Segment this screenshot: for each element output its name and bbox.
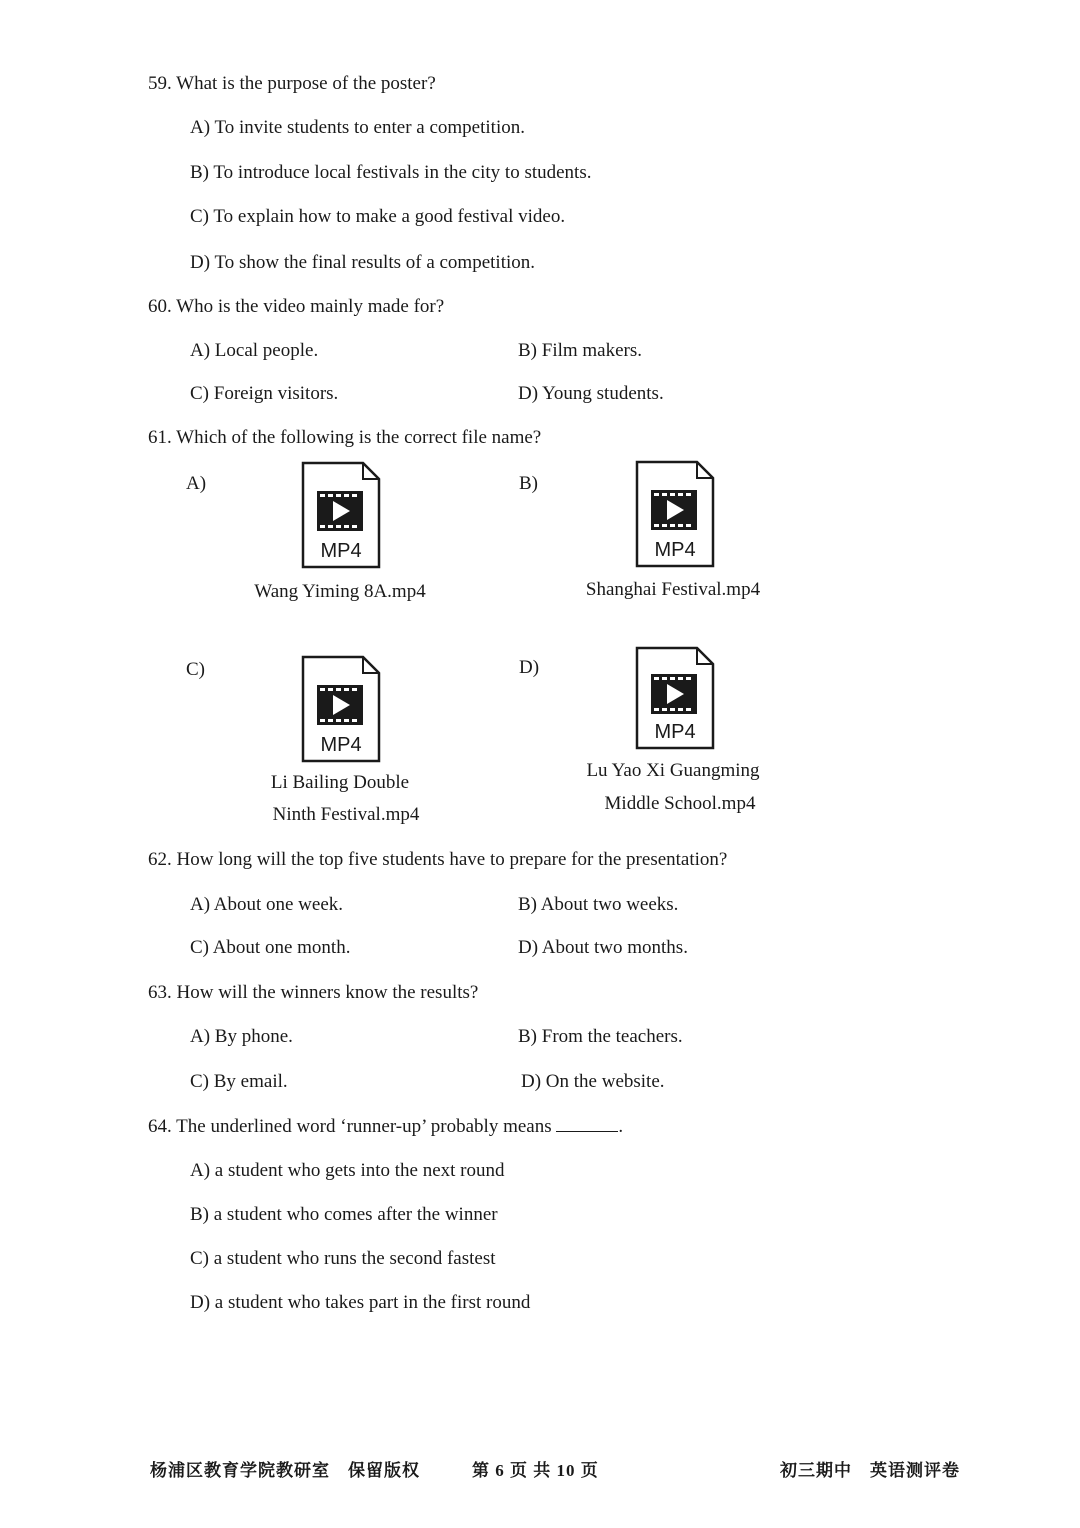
q61-file-name-c-line1: Li Bailing Double	[270, 772, 410, 793]
mp4-label: MP4	[320, 540, 362, 562]
q62-option-c: C) About one month.	[190, 937, 351, 958]
mp4-label: MP4	[654, 721, 696, 743]
q64-option-b: B) a student who comes after the winner	[190, 1204, 498, 1225]
q64-option-a: A) a student who gets into the next round	[190, 1160, 505, 1181]
q61-option-b-letter: B)	[519, 473, 538, 494]
q63-option-b: B) From the teachers.	[518, 1026, 683, 1047]
footer-page-number: 第 6 页 共 10 页	[472, 1461, 599, 1480]
q60-option-d: D) Young students.	[518, 383, 664, 404]
q60-option-a: A) Local people.	[190, 340, 319, 361]
mp4-file-icon	[635, 460, 715, 568]
q63-option-c: C) By email.	[190, 1071, 288, 1092]
q61-file-name-d-line1: Lu Yao Xi Guangming	[586, 760, 760, 781]
q60-option-b: B) Film makers.	[518, 340, 643, 361]
q62-option-a: A) About one week.	[190, 894, 344, 915]
q63-option-a: A) By phone.	[190, 1026, 293, 1047]
question-60-stem: 60. Who is the video mainly made for?	[148, 296, 445, 317]
mp4-label: MP4	[320, 734, 362, 756]
q59-option-b: B) To introduce local festivals in the city to students.	[190, 162, 592, 183]
q64-option-c: C) a student who runs the second fastest	[190, 1248, 496, 1269]
q61-option-c-letter: C)	[186, 659, 205, 680]
question-62-stem: 62. How long will the top five students have to prepare for the presentation?	[148, 849, 728, 870]
mp4-label: MP4	[654, 539, 696, 561]
q61-option-d-letter: D)	[519, 657, 540, 678]
q61-file-name-a: Wang Yiming 8A.mp4	[254, 581, 426, 602]
q62-option-b: B) About two weeks.	[518, 894, 679, 915]
question-63-stem: 63. How will the winners know the results?	[148, 982, 479, 1003]
q64-option-d: D) a student who takes part in the first round	[190, 1292, 531, 1313]
question-64-stem	[148, 1115, 623, 1139]
q62-option-d: D) About two months.	[518, 937, 688, 958]
q61-option-a-letter: A)	[186, 473, 207, 494]
q61-file-name-c-line2: Ninth Festival.mp4	[272, 804, 420, 825]
footer-exam-title: 初三期中 英语测评卷	[780, 1461, 960, 1480]
footer-copyright: 杨浦区教育学院教研室 保留版权	[150, 1461, 420, 1480]
answer-blank	[556, 1115, 618, 1132]
q61-file-name-b: Shanghai Festival.mp4	[585, 579, 761, 600]
q59-option-a: A) To invite students to enter a competition.	[190, 117, 525, 138]
question-64-stem-end: .	[618, 1116, 624, 1137]
question-64-stem-text: 64. The underlined word ‘runner-up’ probably means	[148, 1116, 552, 1137]
mp4-file-icon	[301, 655, 381, 763]
mp4-file-icon	[635, 646, 715, 754]
q59-option-c: C) To explain how to make a good festival video.	[190, 206, 566, 227]
q63-option-d: D) On the website.	[521, 1071, 665, 1092]
mp4-file-icon	[301, 461, 381, 569]
question-61-stem: 61. Which of the following is the correct file name?	[148, 427, 542, 448]
q60-option-c: C) Foreign visitors.	[190, 383, 339, 404]
question-59-stem: 59. What is the purpose of the poster?	[148, 73, 436, 94]
q59-option-d: D) To show the final results of a competition.	[190, 252, 536, 273]
q61-file-name-d-line2: Middle School.mp4	[604, 793, 756, 814]
